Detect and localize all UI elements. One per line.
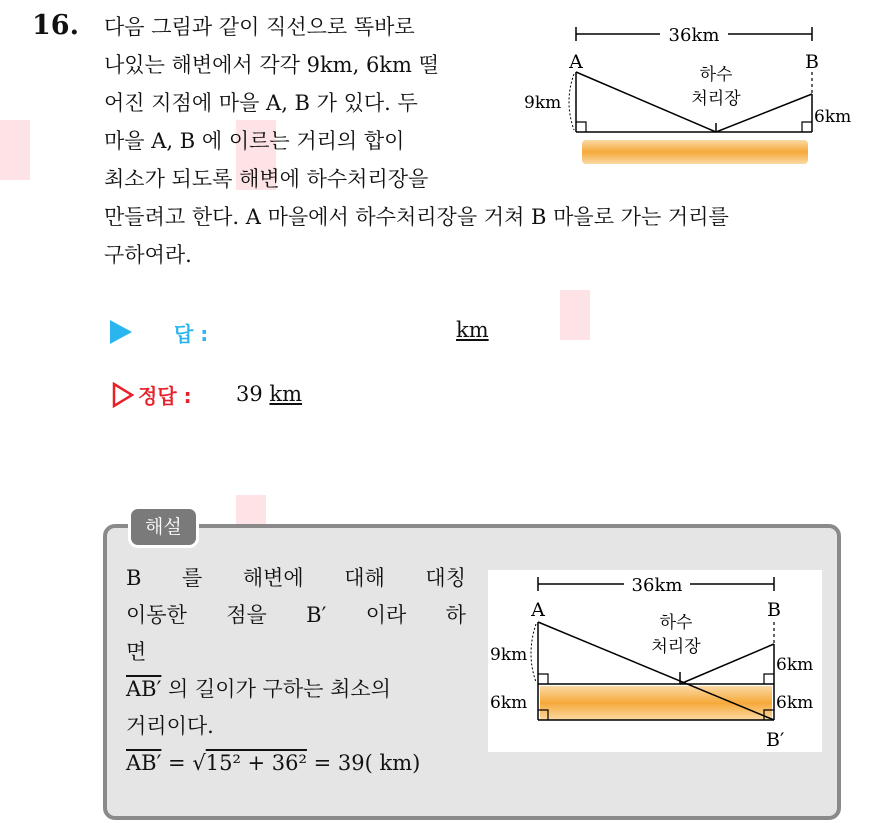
formula-result: = 39( km) bbox=[306, 751, 421, 775]
explanation-text bbox=[126, 560, 471, 782]
sqrt-icon: √ bbox=[192, 751, 206, 775]
answer-label: 답 : bbox=[174, 322, 209, 346]
question-line: 어진 지점에 마을 A, B 가 있다. 두 bbox=[104, 91, 418, 115]
right-height-label: 6km bbox=[776, 655, 814, 675]
answer-row bbox=[110, 312, 530, 352]
right-height-label: 6km bbox=[814, 107, 852, 127]
left-height-label: 9km bbox=[524, 93, 562, 113]
word: 를 bbox=[182, 566, 203, 590]
radicand: 15² + 36² bbox=[205, 751, 307, 775]
explanation-fragment: 의 길이가 구하는 최소의 bbox=[161, 677, 391, 701]
point-a-label: A bbox=[569, 51, 583, 73]
question-line: 구하여라. bbox=[104, 243, 192, 267]
plant-label: 하수 bbox=[659, 613, 693, 633]
explanation-line: 거리이다. bbox=[126, 714, 214, 738]
point-b-label: B bbox=[767, 599, 781, 621]
distance-label: 36km bbox=[668, 25, 720, 46]
right-height-label: 6km bbox=[776, 693, 814, 713]
point-b-prime-label: B′ bbox=[766, 729, 785, 751]
correct-label: 정답 : bbox=[138, 384, 192, 408]
question-line: 최소가 되도록 해변에 하수처리장을 bbox=[104, 167, 429, 191]
correct-number: 39 bbox=[236, 382, 263, 406]
question-line: 만들려고 한다. A 마을에서 하수처리장을 거쳐 B 마을로 가는 거리를 bbox=[104, 205, 729, 229]
outline-triangle-icon bbox=[112, 382, 134, 408]
answer-unit: km bbox=[456, 318, 489, 342]
segment-ab-prime: AB′ bbox=[126, 751, 162, 775]
explanation-line bbox=[126, 560, 466, 597]
word: B bbox=[126, 566, 142, 590]
word: 점을 bbox=[226, 603, 267, 627]
left-height-label: 6km bbox=[490, 693, 528, 713]
beach-band bbox=[540, 686, 772, 720]
explanation-diagram bbox=[488, 570, 822, 752]
word: 이라 bbox=[365, 603, 407, 627]
height-brace bbox=[531, 624, 536, 682]
correct-unit: km bbox=[269, 382, 303, 406]
plant-label: 처리장 bbox=[651, 637, 701, 657]
question-line: 나있는 해변에서 각각 9km, 6km 떨 bbox=[104, 53, 439, 77]
correct-answer-row bbox=[110, 376, 410, 416]
right-angle-mark bbox=[576, 122, 586, 132]
point-a-label: A bbox=[531, 599, 545, 621]
right-angle-mark bbox=[764, 674, 774, 684]
word: 대칭 bbox=[425, 566, 466, 590]
word: 해변에 bbox=[242, 566, 304, 590]
question-diagram bbox=[520, 22, 865, 182]
question-number: 16. bbox=[32, 10, 79, 41]
right-angle-mark bbox=[538, 674, 548, 684]
word: 이동한 bbox=[126, 603, 187, 627]
formula-line bbox=[126, 745, 471, 782]
correct-value bbox=[236, 382, 302, 406]
word: 대해 bbox=[344, 566, 385, 590]
left-height-label: 9km bbox=[490, 645, 528, 665]
question-line: 마을 A, B 에 이르는 거리의 합이 bbox=[104, 129, 405, 153]
explanation-tag: 해설 bbox=[128, 506, 199, 548]
background-mark bbox=[0, 120, 30, 180]
height-brace bbox=[569, 74, 574, 130]
plant-label: 하수 bbox=[699, 65, 733, 85]
point-b-label: B bbox=[805, 51, 819, 73]
explanation-line bbox=[126, 597, 466, 634]
distance-label: 36km bbox=[631, 575, 683, 596]
word: B′ bbox=[306, 603, 327, 627]
explanation-line: 면 bbox=[126, 640, 147, 664]
beach-band bbox=[582, 140, 808, 164]
background-mark bbox=[560, 290, 590, 340]
plant-label: 처리장 bbox=[691, 89, 741, 109]
right-angle-mark bbox=[802, 122, 812, 132]
word: 하 bbox=[445, 603, 466, 627]
equals: = bbox=[161, 751, 193, 775]
explanation-line bbox=[126, 671, 471, 708]
segment-ab-prime: AB′ bbox=[126, 677, 162, 701]
question-line: 다음 그림과 같이 직선으로 똑바로 bbox=[104, 15, 415, 39]
play-triangle-icon bbox=[110, 320, 132, 344]
